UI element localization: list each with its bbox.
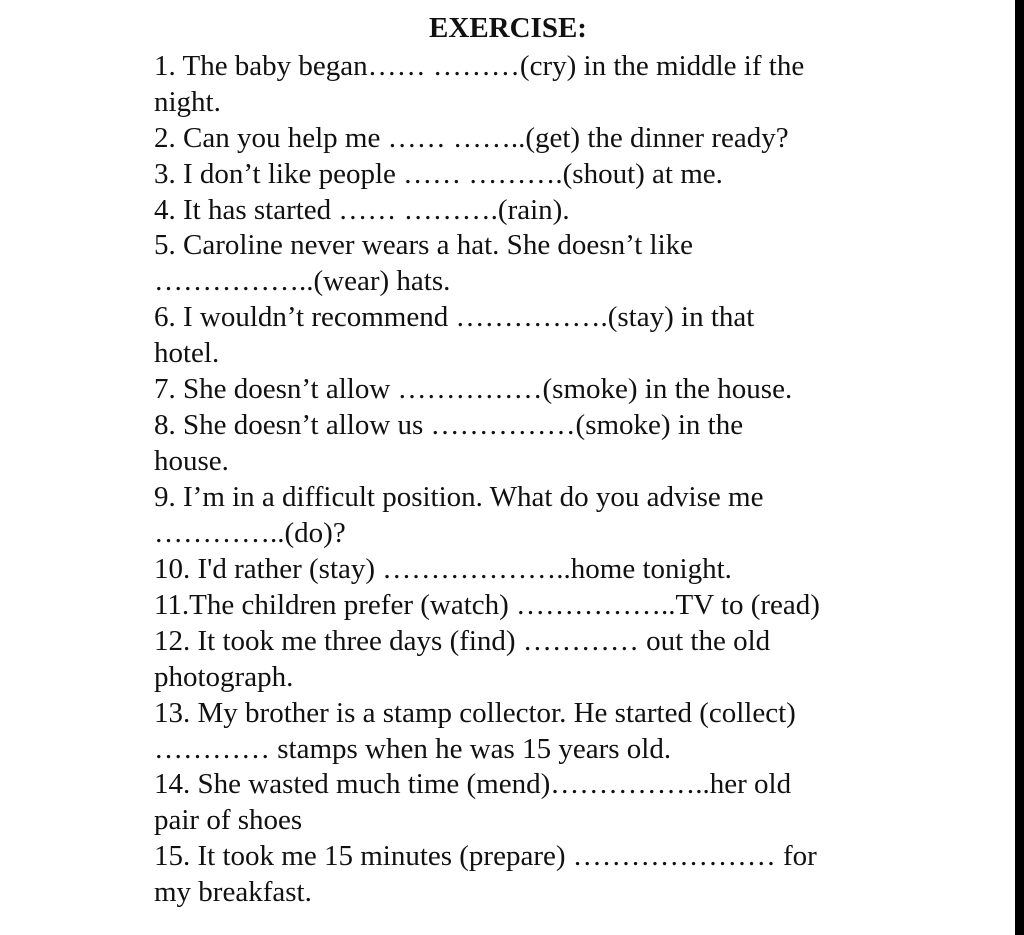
exercise-line: hotel.: [154, 337, 220, 369]
exercise-line: 13. My brother is a stamp collector. He started (collect): [154, 697, 796, 729]
exercise-line: 11.The children prefer (watch) ……………..TV to (read): [154, 589, 820, 621]
exercise-line: 8. She doesn’t allow us ……………(smoke) in the: [154, 409, 744, 441]
exercise-line: 6. I wouldn’t recommend …………….(stay) in that: [154, 301, 755, 333]
exercise-line: 9. I’m in a difficult position. What do you advise me: [154, 481, 764, 513]
exercise-line: 10. I'd rather (stay) ………………..home tonight.: [154, 553, 732, 585]
exercise-line: ……………..(wear) hats.: [154, 265, 451, 297]
exercise-line: …………..(do)?: [154, 517, 346, 549]
exercise-line: 3. I don’t like people …… ……….(shout) at me.: [154, 158, 723, 190]
exercise-line: photograph.: [154, 661, 294, 693]
exercise-line: night.: [154, 86, 221, 118]
exercise-line: 4. It has started …… ……….(rain).: [154, 194, 570, 226]
exercise-line: 2. Can you help me …… ……..(get) the dinner ready?: [154, 122, 789, 154]
exercise-line: ………… stamps when he was 15 years old.: [154, 733, 672, 765]
exercise-line: 5. Caroline never wears a hat. She doesn’t like: [154, 229, 694, 261]
exercise-line: 15. It took me 15 minutes (prepare) ………………… for: [154, 840, 817, 872]
exercise-line: house.: [154, 445, 229, 477]
exercise-line: 7. She doesn’t allow ……………(smoke) in the house.: [154, 373, 793, 405]
right-border-bar: [1015, 0, 1024, 935]
exercise-title: EXERCISE:: [429, 12, 587, 44]
exercise-line: 1. The baby began…… ………(cry) in the middle if the: [154, 50, 805, 82]
exercise-line: 12. It took me three days (find) ………… out the old: [154, 625, 771, 657]
exercise-line: 14. She wasted much time (mend)……………..her old: [154, 768, 792, 800]
exercise-line: my breakfast.: [154, 876, 312, 908]
exercise-line: pair of shoes: [154, 804, 303, 836]
